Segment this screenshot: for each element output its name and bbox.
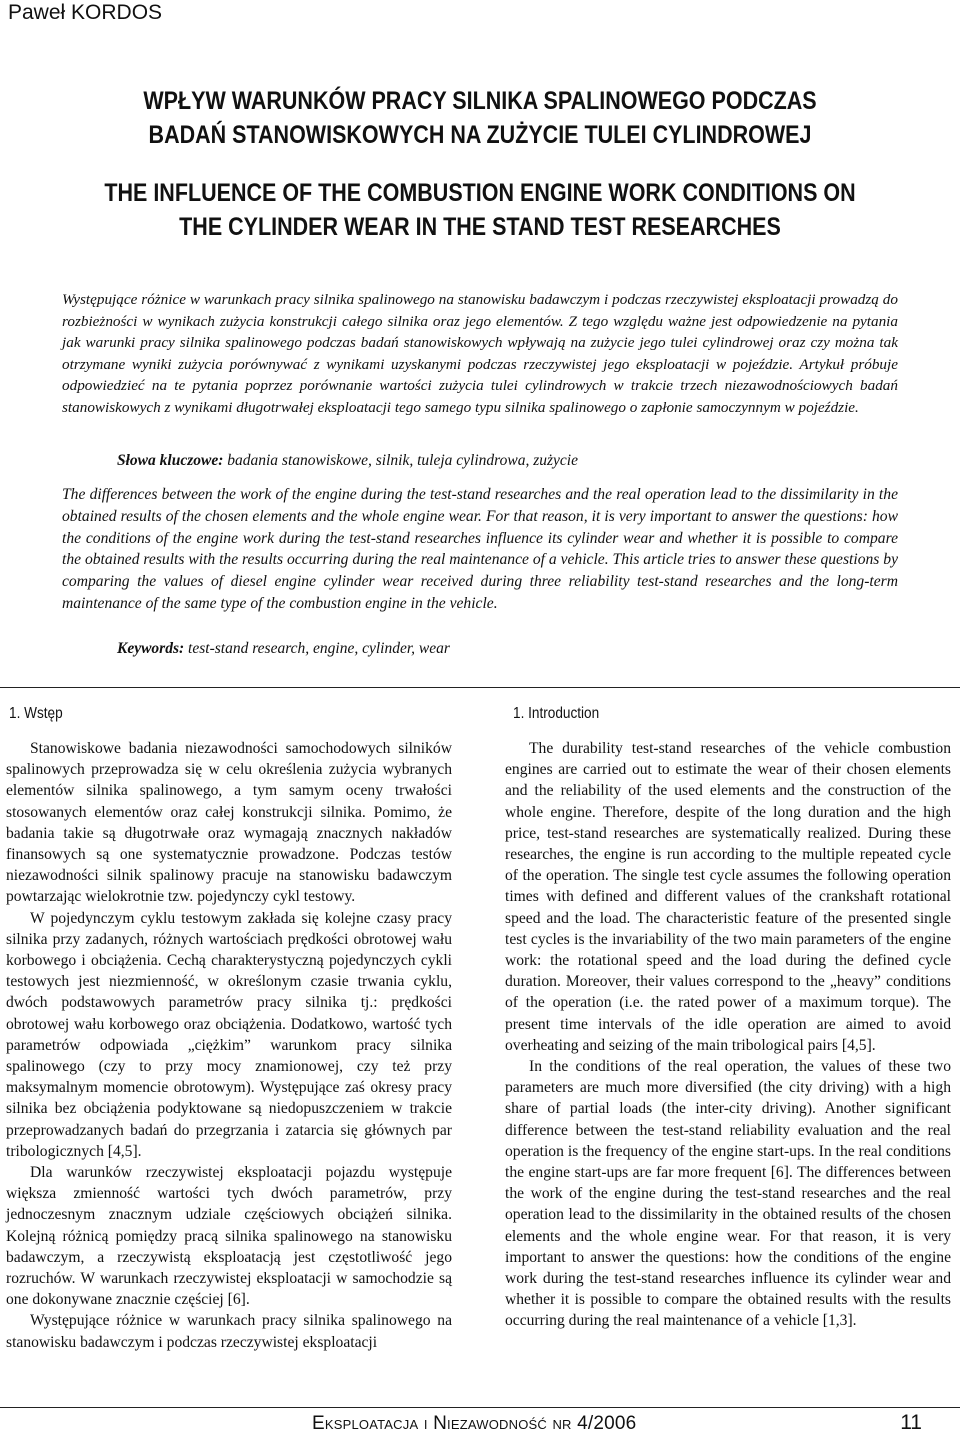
section-heading-english: 1. Introduction [513, 705, 600, 722]
paragraph: The durability test-stand researches of the vehicle combustion engines are carried out to estimate the wear of their chosen elements and the reliability of the used elements and the construction of the whole engine. Therefore, despite of the long duration and the high price, test-stand researches are systematically realized. During these researches, the engine is run according to the multiple repeated cycle of the operation. The single test cycle assumes the following operation times with defined and different values of the crankshaft rotational speed and the load. The characteristic feature of the presented single test cycles is the invariability of the two main parameters of the engine work: the rotational speed and the load during the defined cycle duration. Moreover, their values correspond to the „heavy” conditions of the operation (i.e. the rated power of a maximum torque). The present time intervals of the idle operation are aimed to avoid overheating and seizing of the main tribological pairs [4,5]. [505, 740, 951, 1054]
paragraph: W pojedynczym cyklu testowym zakłada się kolejne czasy pracy silnika przy zadanych, różnych wartościach prędkości obrotowej wału korbowego i obciążenia. Cechą charakterystyczną pojedynczych cykli testowych jest niezmienność, w określonym czasie trwania cyklu, dwóch podstawowych parametrów pracy silnika tj.: prędkości obrotowej wału korbowego oraz obciążenia. Dodatkowo, wartość tych parametrów odpowiada „ciężkim” warunkom pracy silnika spalinowego (czy to przy mocy znamionowej, czy też przy maksymalnym momencie obrotowym). Występujące zaś okresy pracy silnika bez obciążenia podyktowane są niedopuszczeniem w trakcie przeprowadzanych badań do przegrzania i zatarcia się głównych par tribologicznych [4,5]. [6, 909, 452, 1160]
keywords-label: Słowa kluczowe: [117, 452, 224, 469]
column-polish [6, 738, 452, 1353]
keywords-text: badania stanowiskowe, silnik, tuleja cylindrowa, zużycie [227, 452, 578, 469]
paragraph: Dla warunków rzeczywistej eksploatacji pojazdu występuje większa zmienność wartości tych dwóch parametrów, przy jednoczesnym znacznym udziale częściowych obciążeń silnika. Kolejną różnicą pomiędzy pracą silnika spalinowego na stanowisku badawczym, a rzeczywistą eksploatacją jest częstotliwość jego rozruchów. W warunkach rzeczywistej eksploatacji w samochodzie są one dokonywane znacznie częściej [6]. [6, 1164, 452, 1309]
top-divider [0, 687, 960, 688]
abstract-polish: Występujące różnice w warunkach pracy silnika spalinowego na stanowisku badawczym i podczas rzeczywistej eksploatacji prowadzą do rozbieżności w wynikach zużycia konstrukcji całego silnika oraz jego elementów. Z tego względu ważne jest odpowiedzenie na pytania jak warunki pracy silnika spalinowego podczas badań stanowiskowych wpływają na zużycie jego tulei cylindrowej oraz czy można tak otrzymane wyniki zużycia porównywać z wynikami uzyskanymi podczas rzeczywistej jego eksploatacji w pojeździe. Artykuł próbuje odpowiedzieć na te pytania poprzez porównanie wartości zużycia tulei cylindrowych w trakcie trzech niezawodnościowych badań stanowiskowych z wynikami długotrwałej eksploatacji tego samego typu silnika spalinowego o zapłonie samoczynnym w pojeździe. [62, 291, 898, 416]
abstract-english: The differences between the work of the engine during the test-stand researches and the real operation lead to the dissimilarity in the obtained results of the chosen elements and the whole engine wear. For that reason, it is very important to answer the questions: how the conditions of the engine work during the test-stand researches influence its cylinder wear and whether it is possible to compare the obtained results with the results occurring during the real maintenance of a vehicle. This article tries to answer these questions by comparing the values of diesel engine cylinder wear received during three reliability test-stand researches and the long-term maintenance of the same type of the combustion engine in the vehicle. [62, 486, 898, 612]
keywords-polish [117, 452, 578, 470]
column-english [505, 738, 951, 1332]
title-english: THE INFLUENCE OF THE COMBUSTION ENGINE WORK CONDITIONS ON THE CYLINDER WEAR IN THE STAND TEST RESEARCHES [104, 179, 856, 241]
paragraph: In the conditions of the real operation, the values of these two parameters are much more diversified (the city driving) with a high share of partial loads (the inter-city driving). Another significant difference between the test-stand reliability evaluation and the real operation is the frequency of the engine start-ups. In the real conditions the engine start-ups are far more frequent [6]. The differences between the work of the engine during the test-stand researches and the real operation lead to the dissimilarity in the obtained results of the chosen elements and the whole engine wear. For that reason, it is very important to answer the questions: how the conditions of the engine work during the test-stand researches influence its cylinder wear and whether it is possible to compare the obtained results with the results occurring during the real maintenance of a vehicle [1,3]. [505, 1058, 951, 1330]
keywords-text: test-stand research, engine, cylinder, wear [188, 640, 450, 657]
page-number: 11 [900, 1411, 922, 1434]
title-polish: WPŁYW WARUNKÓW PRACY SILNIKA SPALINOWEGO PODCZAS BADAŃ STANOWISKOWYCH NA ZUŻYCIE TULEI CYLINDROWEJ [143, 87, 817, 149]
bottom-divider [0, 1407, 960, 1408]
author-name: Paweł KORDOS [8, 1, 163, 24]
paragraph: Występujące różnice w warunkach pracy silnika spalinowego na stanowisku badawczym i podczas rzeczywistej eksploatacji [6, 1312, 452, 1351]
keywords-label: Keywords: [117, 640, 185, 657]
section-heading-polish: 1. Wstęp [9, 705, 63, 722]
journal-footer: Eksploatacja i Niezawodność nr 4/2006 [312, 1413, 637, 1434]
paragraph: Stanowiskowe badania niezawodności samochodowych silników spalinowych przeprowadza się w celu określenia zużycia wybranych elementów silnika spalinowego, a tym samym oceny trwałości stosowanych elementów oraz całej konstrukcji silnika. Pomimo, że badania takie są długotrwałe oraz wymagają znacznych nakładów finansowych są one systematycznie prowadzone. Podczas testów niezawodności silnik spalinowy pracuje na stanowisku badawczym powtarzając wielokrotnie tzw. pojedynczy cykl testowy. [6, 740, 452, 906]
keywords-english [117, 640, 450, 658]
